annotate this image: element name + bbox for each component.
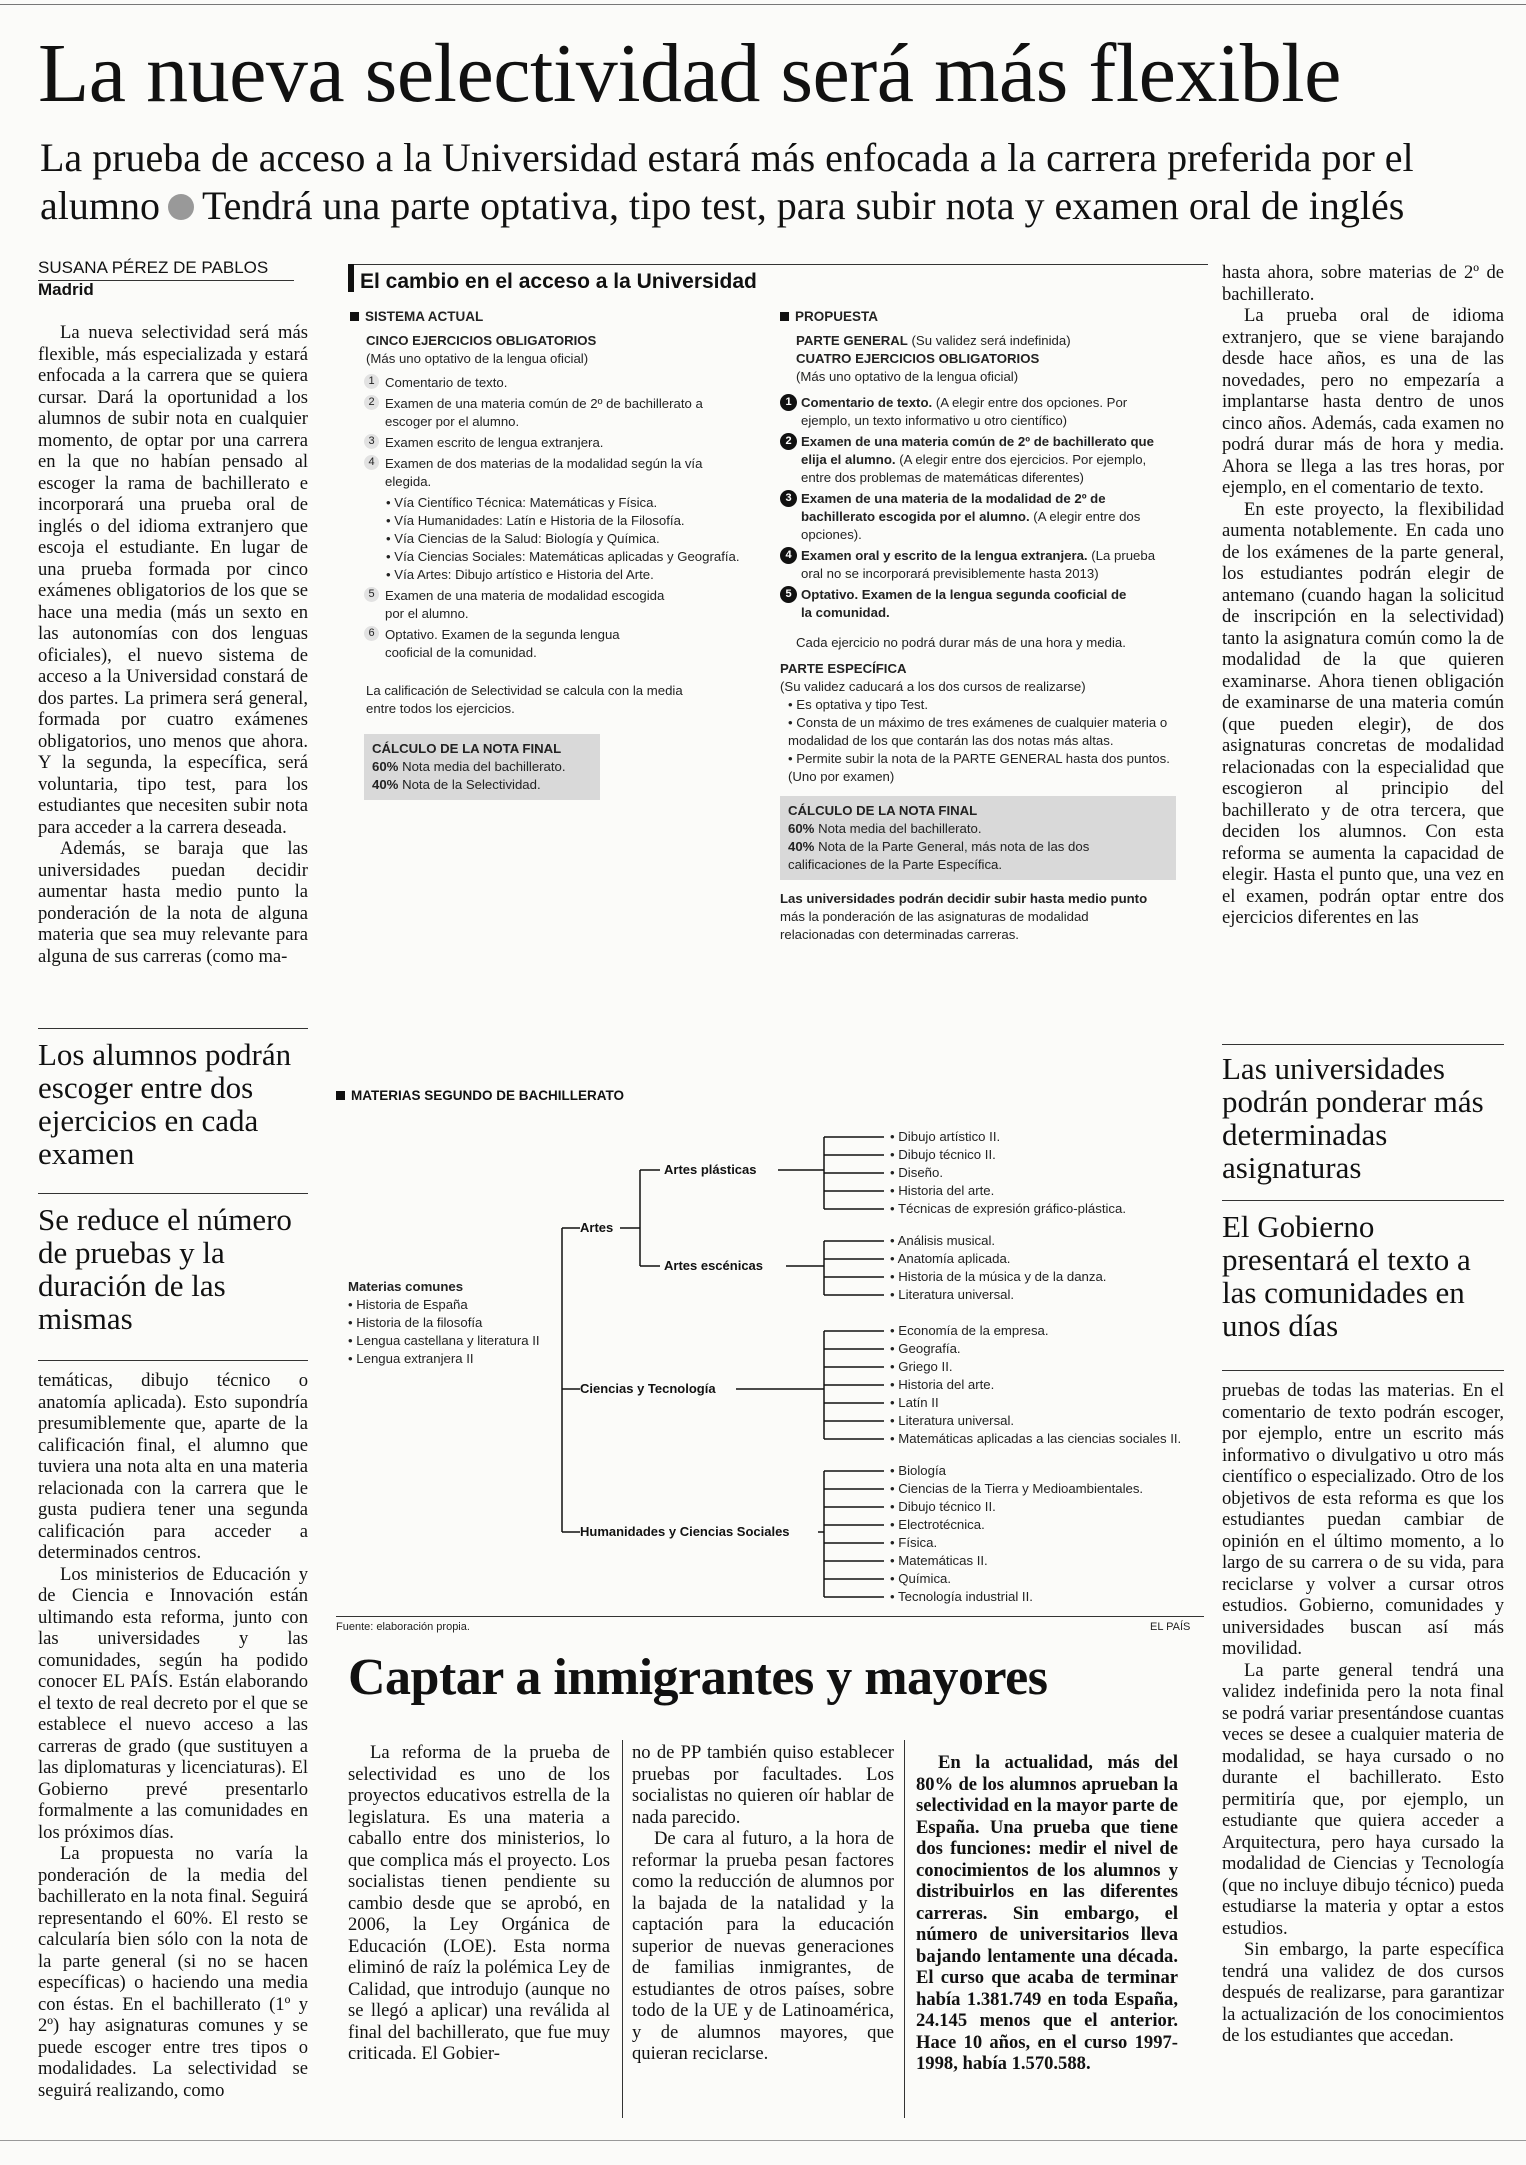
tree-label-artes: Artes bbox=[580, 1220, 614, 1235]
pull-quote-1: Los alumnos podrán escoger entre dos ejercicios en cada examen bbox=[38, 1037, 292, 1171]
subject-item: • Latín II bbox=[890, 1395, 939, 1410]
subject-item: • Historia del arte. bbox=[890, 1377, 995, 1392]
calc-line: 60% Nota media del bachillerato. bbox=[372, 759, 566, 774]
graphic-title: El cambio en el acceso a la Universidad bbox=[360, 270, 757, 293]
specific-item: • Consta de un máximo de tres exámenes de cualquier materia o modalidad de los que contarán las dos notas más altas. bbox=[788, 715, 1168, 748]
tree-label-artes-plasticas: Artes plásticas bbox=[664, 1162, 757, 1177]
graphic-source: Fuente: elaboración propia. bbox=[336, 1621, 470, 1633]
via-item: • Vía Artes: Dibujo artístico e Historia del Arte. bbox=[386, 567, 654, 582]
number-badge: 4 bbox=[780, 547, 797, 564]
graphic-bottom-rule bbox=[336, 1616, 1204, 1617]
final-note: Las universidades podrán decidir subir hasta medio punto más la ponderación de las asignaturas de modalidad relacionadas con determinadas carreras. bbox=[780, 891, 1148, 942]
list-item: 5 Optativo. Examen de la lengua segunda cooficial de la comunidad. bbox=[780, 586, 1190, 622]
list-item: 2 Examen de una materia común de 2º de bachillerato a escoger por el alumno. bbox=[364, 395, 770, 431]
calc-heading: CÁLCULO DE LA NOTA FINAL bbox=[372, 741, 562, 756]
subject-item: • Electrotécnica. bbox=[890, 1517, 985, 1532]
list-item: 2 Examen de una materia común de 2º de bachillerato que elija el alumno. (A elegir entre dos ejercicios. Por ejemplo, entre dos problemas de matemáticas diferentes) bbox=[780, 433, 1190, 487]
subjects-heading: MATERIAS SEGUNDO DE BACHILLERATO bbox=[336, 1088, 624, 1103]
current-sub1: CINCO EJERCICIOS OBLIGATORIOS bbox=[366, 333, 597, 348]
byline-place: Madrid bbox=[38, 280, 94, 299]
paragraph: Además, se baraja que las universidades puedan decidir aumentar hasta medio punto la ponderación de la nota de alguna materia que sea muy relevante para alguna de sus carreras (como ma- bbox=[38, 838, 308, 967]
subject-item: • Geografía. bbox=[890, 1341, 961, 1356]
via-item: • Vía Ciencias Sociales: Matemáticas aplicadas y Geografía. bbox=[386, 549, 740, 564]
subject-item: • Literatura universal. bbox=[890, 1413, 1015, 1428]
number-badge: 1 bbox=[364, 374, 379, 389]
column-divider bbox=[904, 1740, 905, 2118]
subject-item: • Ciencias de la Tierra y Medioambientales. bbox=[890, 1481, 1144, 1496]
specific-item: • Es optativa y tipo Test. bbox=[788, 697, 928, 712]
calc-line: 60% Nota media del bachillerato. bbox=[788, 821, 982, 836]
paragraph: pruebas de todas las materias. En el comentario de texto podrán escoger, por ejemplo, entre un escrito más informativo o divulgativo u otro más científico o especializado. Otro de los objetivos de esta reforma es que los estudiantes puedan cambiar de opinión en el último momento, a lo largo de su carrera o de su vida, para reciclarse y volver a cursar otros estudios. Gobierno, comunidades y universidades buscan así más movilidad. bbox=[1222, 1380, 1504, 1659]
subject-item: • Historia de la música y de la danza. bbox=[890, 1269, 1107, 1284]
paragraph: La parte general tendrá una validez indefinida pero la nota final se podrá variar presentándose cuantas veces se desee a cualquier materia de modalidad, se haya cursado o no durante el bachillerato. Esto permitiría que, por ejemplo, un estudiante que quiera acceder a Arquitectura, pero haya cursado la modalidad de Ciencias y Tecnología (que no incluye dibujo técnico) pueda estudiarse la materia y optar a estos estudios. bbox=[1222, 1659, 1504, 1939]
number-badge: 5 bbox=[780, 586, 797, 603]
subject-item: • Tecnología industrial II. bbox=[890, 1589, 1033, 1604]
subject-item: • Literatura universal. bbox=[890, 1287, 1015, 1302]
number-badge: 3 bbox=[780, 490, 797, 507]
headline: La nueva selectividad será más flexible bbox=[38, 27, 1341, 120]
calc-line: 40% Nota de la Parte General, más nota de las dos calificaciones de la Parte Específica. bbox=[788, 839, 1090, 872]
sidebar-title: Captar a inmigrantes y mayores bbox=[348, 1649, 1048, 1706]
calc-line: 40% Nota de la Selectividad. bbox=[372, 777, 541, 792]
subject-item: • Técnicas de expresión gráfico-plástica. bbox=[890, 1201, 1127, 1216]
list-item: 3 Examen de una materia de la modalidad de 2º de bachillerato escogida por el alumno. (A elegir entre dos opciones). bbox=[780, 490, 1190, 544]
artes-escenicas-list bbox=[890, 1232, 1106, 1304]
sidebar-column-3 bbox=[916, 1752, 1178, 2075]
paragraph: Los ministerios de Educación y de Ciencia e Innovación están ultimando esta reforma, junto con las universidades y las comunidades, según ha podido conocer EL PAÍS. Están elaborando el texto de real decreto por el que se establece el nuevo acceso a las carreras de grado (que sustituyen a las diplomaturas y licenciaturas). El Gobierno prevé presentarlo formalmente a las comunidades en los próximos días. bbox=[38, 1563, 308, 1843]
pull-quote-2: Se reduce el número de pruebas y la duración de las mismas bbox=[38, 1202, 292, 1336]
list-item: 4 Examen de dos materias de la modalidad según la vía elegida. bbox=[364, 455, 770, 491]
paragraph: La nueva selectividad será más flexible, más especializada y estará enfocada a la carrera que se quiera cursar. Dará la oportunidad a los alumnos de subir nota en cualquier momento, de optar por una carrera en la que no habían pensado al escoger la rama de bachillerato e incorporará una prueba oral de inglés o del idioma extranjero que escoja el estudiante. En lugar de una prueba formada por cinco exámenes obligatorios de los que se hace una media (más un sexto en las autonomías con dos lenguas oficiales), el nuevo sistema de acceso a la Universidad constará de dos partes. La primera será general, formada por cuatro exámenes obligatorios, uno menos que ahora. Y la segunda, la específica, será voluntaria, tipo test, para los estudiantes que necesiten subir nota para acceder a la carrera deseada. bbox=[38, 322, 308, 838]
paragraph: En la actualidad, más del 80% de los alumnos aprueban la selectividad en la mayor parte de España. Una prueba que tiene dos funciones: medir el nivel de conocimientos de los alumnos y distribuirlos en las diferentes carreras. Sin embargo, el número de universitarios lleva bajando lentamente una década. El curso que acaba de terminar había 1.381.749 en toda España, 24.145 menos que el anterior. Hace 10 años, en el curso 1997-1998, había 1.570.588. bbox=[916, 1752, 1178, 2074]
humanidades-list bbox=[890, 1462, 1143, 1606]
subject-item: • Matemáticas II. bbox=[890, 1553, 988, 1568]
current-note: La calificación de Selectividad se calcula con la media entre todos los ejercicios. bbox=[366, 683, 683, 716]
paragraph: no de PP también quiso establecer pruebas por facultades. Los socialistas no quieren oír hablar de nada parecido. bbox=[632, 1742, 894, 1828]
number-badge: 5 bbox=[364, 587, 379, 602]
proposal-heading: PROPUESTA bbox=[780, 308, 1190, 326]
deck-part-2: Tendrá una parte optativa, tipo test, para subir nota y examen oral de inglés bbox=[201, 183, 1405, 228]
subject-item: • Griego II. bbox=[890, 1359, 953, 1374]
tree-label-ciencias: Ciencias y Tecnología bbox=[580, 1381, 716, 1396]
current-system-heading: SISTEMA ACTUAL bbox=[350, 308, 770, 326]
subject-item: • Historia del arte. bbox=[890, 1183, 995, 1198]
paragraph: La prueba oral de idioma extranjero, que se viene barajando desde hace años, es una de las novedades, pero no empezaría a implantarse hasta dentro de unos cinco años. Además, cada examen no podrá durar más de hora y media. Ahora se llega a las tres horas, por ejemplo, en el comentario de texto. bbox=[1222, 305, 1504, 498]
paragraph: hasta ahora, sobre materias de 2º de bachillerato. bbox=[1222, 262, 1504, 305]
sidebar-column-1 bbox=[348, 1742, 610, 2065]
subject-item: • Dibujo artístico II. bbox=[890, 1129, 1001, 1144]
number-badge: 2 bbox=[780, 433, 797, 450]
paragraph: De cara al futuro, a la hora de reformar la prueba pesan factores como la reducción de alumnos por la bajada de la natalidad y la captación para la educación superior de nuevas generaciones de familias inmigrantes, de estudiantes de otros países, sobre todo de la UE y de Latinoamérica, y de alumnos mayores, que quieran reciclarse. bbox=[632, 1828, 894, 2064]
sidebar-column-2 bbox=[632, 1742, 894, 2065]
number-badge: 2 bbox=[364, 395, 379, 410]
ciencias-list bbox=[890, 1322, 1181, 1448]
subject-item: • Física. bbox=[890, 1535, 938, 1550]
number-badge: 4 bbox=[364, 455, 379, 470]
byline-author: SUSANA PÉREZ DE PABLOS bbox=[38, 258, 294, 281]
column-divider bbox=[622, 1740, 623, 2118]
list-item: 1 Comentario de texto. bbox=[364, 374, 770, 392]
tree-label-artes-escenicas: Artes escénicas bbox=[664, 1258, 764, 1273]
subject-item: • Química. bbox=[890, 1571, 952, 1586]
number-badge: 3 bbox=[364, 434, 379, 449]
deck-part-1: La prueba de acceso a la Universidad estará más enfocada a la carrera preferida por el alumno bbox=[40, 135, 1414, 228]
common-subject: • Lengua castellana y literatura II bbox=[348, 1333, 540, 1348]
pull-quote-3: Las universidades podrán ponderar más determinadas asignaturas bbox=[1222, 1051, 1484, 1185]
calc-heading: CÁLCULO DE LA NOTA FINAL bbox=[788, 803, 978, 818]
via-item: • Vía Humanidades: Latín e Historia de la Filosofía. bbox=[386, 513, 685, 528]
via-item: • Vía Ciencias de la Salud: Biología y Química. bbox=[386, 531, 660, 546]
common-subject: • Historia de la filosofía bbox=[348, 1315, 483, 1330]
subject-item: • Anatomía aplicada. bbox=[890, 1251, 1011, 1266]
subject-item: • Economía de la empresa. bbox=[890, 1323, 1049, 1338]
current-sub2: (Más uno optativo de la lengua oficial) bbox=[366, 351, 589, 366]
subject-item: • Matemáticas aplicadas a las ciencias sociales II. bbox=[890, 1431, 1182, 1446]
list-item: 1 Comentario de texto. (A elegir entre dos opciones. Por ejemplo, un texto informativo u otro científico) bbox=[780, 394, 1190, 430]
number-badge: 1 bbox=[780, 394, 797, 411]
paragraph: La propuesta no varía la ponderación de la media del bachillerato en la nota final. Seguirá representando el 60%. El resto se calcularía bien sólo con la nota de la parte general (si no se hacen específicas) o haciendo una media con éstas. En el bachillerato (1º y 2º) hay asignaturas comunes y se puede escoger entre tres tipos o modalidades. La selectividad se seguirá realizando, como bbox=[38, 1843, 308, 2101]
bottom-rule bbox=[0, 2140, 1526, 2141]
tree-label-humanidades: Humanidades y Ciencias Sociales bbox=[580, 1524, 790, 1539]
subject-item: • Biología bbox=[890, 1463, 946, 1478]
list-item: 3 Examen escrito de lengua extranjera. bbox=[364, 434, 770, 452]
paragraph: En este proyecto, la flexibilidad aumenta notablemente. En cada uno de los exámenes de la parte general, los estudiantes podrán elegir de antemano (cuando hagan la solicitud de inscripción en la selectividad) tanto la asignatura común como la de modalidad de la que quieren examinarse. Ahora tienen obligación de examinarse de una materia común (que pueden elegir), de dos asignaturas concretas de modalidad relacionadas con la especialidad que escogieron al principio del bachillerato y de otra tercera, que deciden los alumnos. Con esta reforma se aumenta la capacidad de elegir. Hasta el punto que, una vez en el examen, podrán optar entre dos ejercicios diferentes en las bbox=[1222, 498, 1504, 928]
general-part: PARTE GENERAL (Su validez será indefinida) bbox=[796, 333, 1071, 348]
number-badge: 6 bbox=[364, 626, 379, 641]
graphic-credit: EL PAÍS bbox=[1150, 1621, 1191, 1633]
specific-part: PARTE ESPECÍFICA bbox=[780, 661, 907, 676]
common-subjects-heading: Materias comunes bbox=[348, 1279, 464, 1294]
paragraph: Sin embargo, la parte específica tendrá una validez de dos cursos después de realizarse, para garantizar la actualización de los conocimientos de los estudiantes que accedan. bbox=[1222, 1939, 1504, 2046]
common-subject: • Historia de España bbox=[348, 1297, 468, 1312]
artes-plasticas-list bbox=[890, 1128, 1126, 1218]
paragraph: La reforma de la prueba de selectividad es uno de los proyectos educativos estrella de la legislatura. Es una materia a caballo entre dos ministerios, lo que complica más el proyecto. Los socialistas tienen pendiente su cambio desde que se aprobó, en 2006, la Ley Orgánica de Educación (LOE). Esta norma eliminó de raíz la polémica Ley de Calidad, que introdujo (aunque no se llegó a aplicar) una reválida al final del bachillerato, que fue muy criticada. El Gobier- bbox=[348, 1742, 610, 2064]
common-subject: • Lengua extranjera II bbox=[348, 1351, 474, 1366]
list-item: 4 Examen oral y escrito de la lengua extranjera. (La prueba oral no se incorporará previsiblemente hasta 2013) bbox=[780, 547, 1190, 583]
proposal-sub2: (Más uno optativo de la lengua oficial) bbox=[796, 369, 1019, 384]
subject-item: • Dibujo técnico II. bbox=[890, 1147, 996, 1162]
subject-item: • Diseño. bbox=[890, 1165, 943, 1180]
list-item: 6 Optativo. Examen de la segunda lengua cooficial de la comunidad. bbox=[364, 626, 770, 662]
paragraph: temáticas, dibujo técnico o anatomía aplicada). Esto supondría presumiblemente que, aparte de la calificación final, el alumno que tuviera una nota alta en una materia relacionada con la carrera que le gusta pudiera tener una segunda calificación para acceder a determinados centros. bbox=[38, 1370, 308, 1563]
subject-item: • Análisis musical. bbox=[890, 1233, 996, 1248]
list-item: 5 Examen de una materia de modalidad escogida por el alumno. bbox=[364, 587, 770, 623]
specific-note: (Su validez caducará a los dos cursos de realizarse) bbox=[780, 679, 1086, 694]
duration-note: Cada ejercicio no podrá durar más de una hora y media. bbox=[796, 635, 1126, 650]
proposal-sub1: CUATRO EJERCICIOS OBLIGATORIOS bbox=[796, 351, 1040, 366]
leaf-groups bbox=[824, 1137, 884, 1597]
pull-quote-4: El Gobierno presentará el texto a las comunidades en unos días bbox=[1222, 1209, 1471, 1343]
specific-item: • Permite subir la nota de la PARTE GENERAL hasta dos puntos. (Uno por examen) bbox=[788, 751, 1170, 784]
subject-item: • Dibujo técnico II. bbox=[890, 1499, 996, 1514]
via-item: • Vía Científico Técnica: Matemáticas y Física. bbox=[386, 495, 658, 510]
